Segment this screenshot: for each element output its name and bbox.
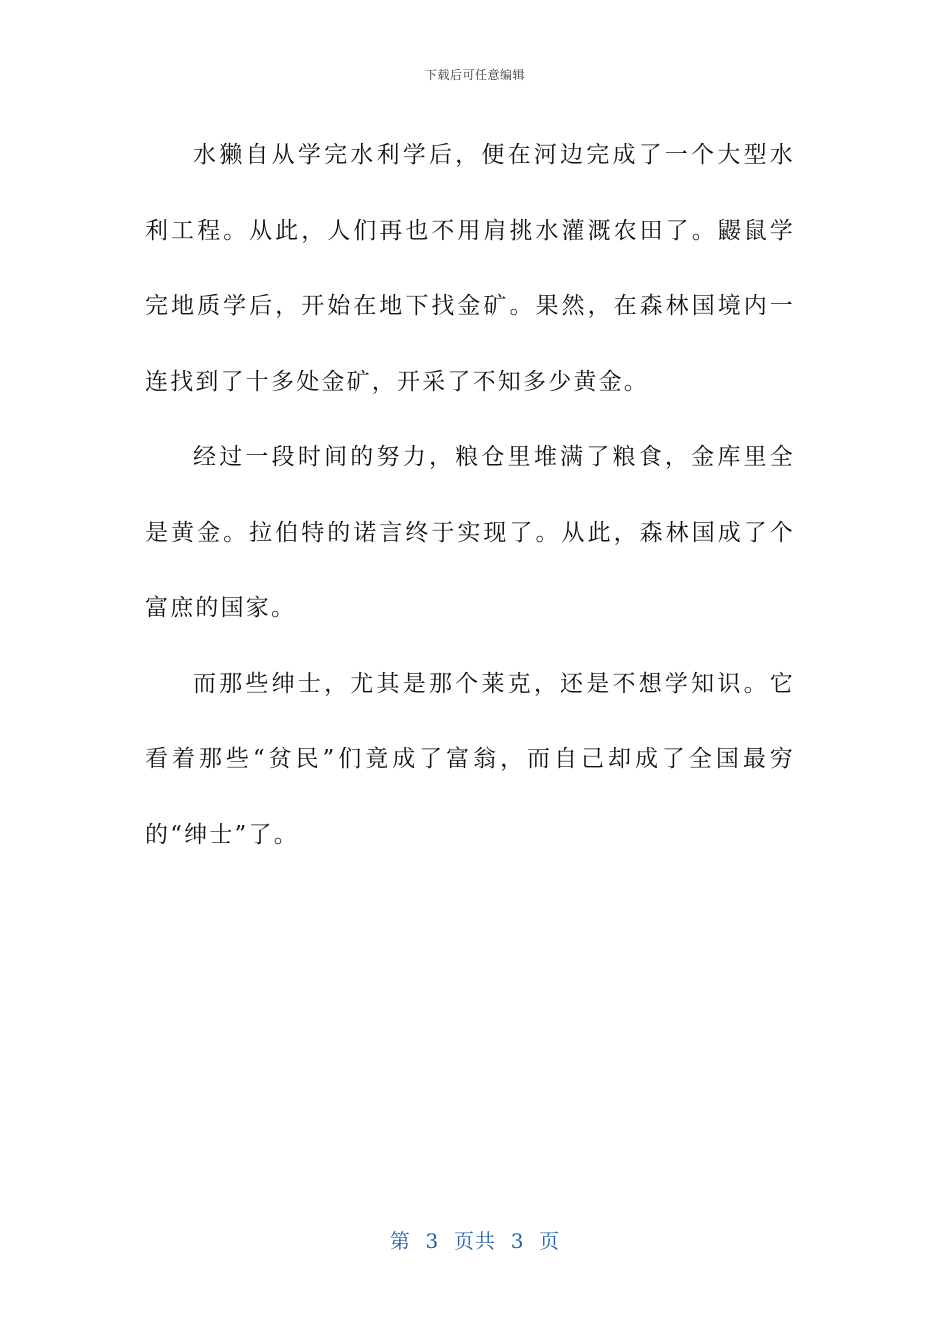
paragraph-1: 水獭自从学完水利学后，便在河边完成了一个大型水利工程。从此，人们再也不用肩挑水灌溉农田了。鼹鼠学完地质学后，开始在地下找金矿。果然，在森林国境内一连找到了十多处金矿，开采了不知多少黄金。 — [145, 142, 795, 395]
header-note: 下载后可任意编辑 — [424, 68, 525, 82]
paragraph-3: 而那些绅士，尤其是那个莱克，还是不想学知识。它看着那些“贫民”们竟成了富翁，而自己却成了全国最穷的“绅士”了。 — [145, 670, 795, 848]
body-text — [145, 118, 795, 873]
paragraph-2: 经过一段时间的努力，粮仓里堆满了粮食，金库里全是黄金。拉伯特的诺言终于实现了。从此，森林国成了个富庶的国家。 — [145, 444, 795, 621]
page-number-footer: 第 3 页共 3 页 — [389, 1229, 561, 1253]
